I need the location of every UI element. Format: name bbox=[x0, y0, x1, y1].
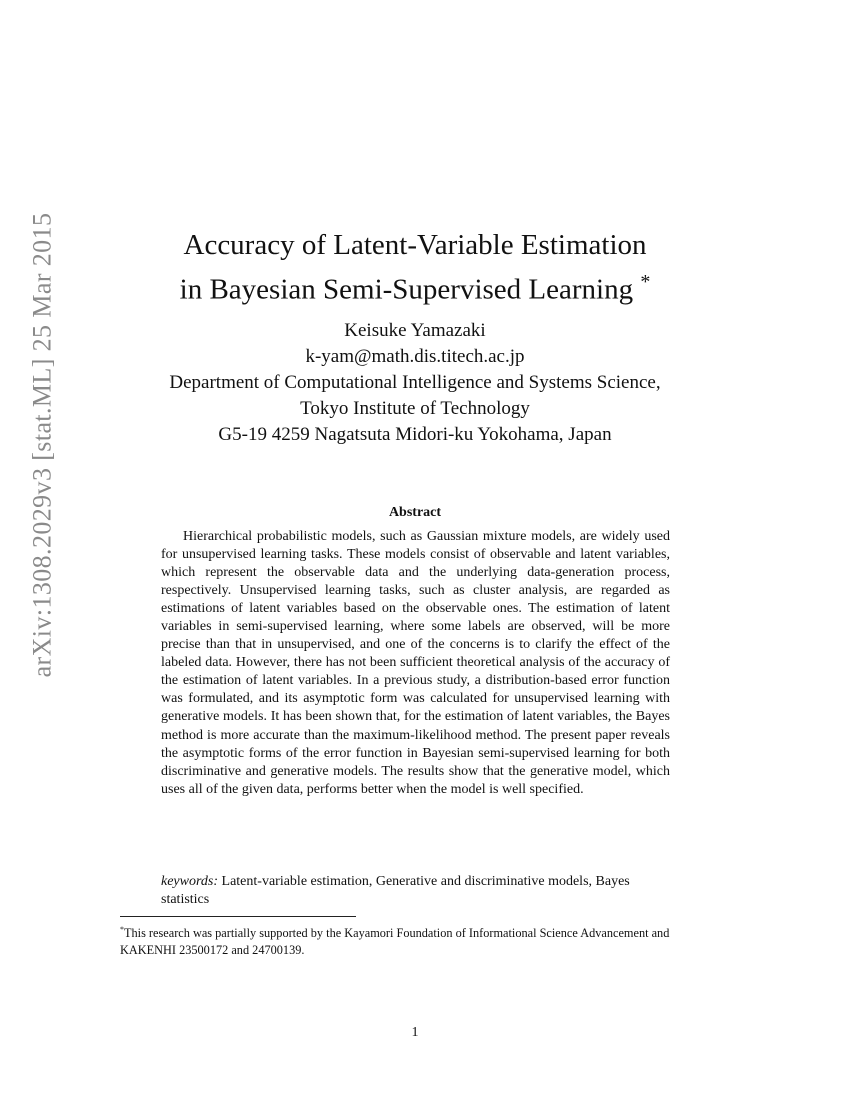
author-name: Keisuke Yamazaki bbox=[344, 320, 486, 341]
author-block bbox=[0, 318, 830, 448]
abstract-body bbox=[161, 528, 670, 799]
author-department: Department of Computational Intelligence and Systems Science, bbox=[169, 372, 661, 393]
footnote bbox=[120, 921, 715, 959]
abstract-text: Hierarchical probabilistic models, such as Gaussian mixture models, are widely used for unsupervised learning tasks. These models consist of observable and latent variables, which represent the observable data and the underlying data-generation process, respectively. Unsupervised learning tasks, such as cluster analysis, are regarded as estimations of latent variables based on the observable ones. The estimation of latent variables in semi-supervised learning, where some labels are observed, will be more precise than that in unsupervised, and one of the concerns is to clarify the effect of the labeled data. However, there has not been sufficient theoretical analysis of the accuracy of the estimation of latent variables. In a previous study, a distribution-based error function was formulated, and its asymptotic form was calculated for unsupervised learning with generative models. It has been shown that, for the estimation of latent variables, the Bayes method is more accurate than the maximum-likelihood method. The present paper reveals the asymptotic forms of the error function in Bayesian semi-supervised learning for both discriminative and generative models. The results show that the generative model, which uses all of the given data, performs better when the model is well specified. bbox=[161, 529, 670, 797]
footnote-mark: * bbox=[120, 925, 124, 934]
paper-title bbox=[0, 227, 830, 309]
author-email: k-yam@math.dis.titech.ac.jp bbox=[305, 346, 525, 367]
keywords-label: keywords: bbox=[161, 874, 219, 889]
arxiv-id: arXiv:1308.2029v3 [stat.ML] 25 Mar 2015 bbox=[27, 212, 57, 678]
title-line-1: Accuracy of Latent-Variable Estimation bbox=[183, 229, 647, 261]
title-footnote-mark: * bbox=[640, 271, 651, 293]
keywords-text: Latent-variable estimation, Generative and discriminative models, Bayes statistics bbox=[161, 874, 630, 907]
keywords bbox=[161, 873, 670, 909]
footnote-divider bbox=[120, 916, 356, 917]
page-number: 1 bbox=[411, 1025, 419, 1040]
title-line-2: in Bayesian Semi-Supervised Learning bbox=[179, 273, 634, 306]
abstract-heading: Abstract bbox=[388, 505, 442, 520]
footnote-text: This research was partially supported by the Kayamori Foundation of Informational Science Advancement and KAKENHI 23500172 and 24700139. bbox=[120, 926, 670, 958]
author-address: G5-19 4259 Nagatsuta Midori-ku Yokohama, Japan bbox=[218, 424, 612, 445]
author-institute: Tokyo Institute of Technology bbox=[300, 398, 530, 419]
